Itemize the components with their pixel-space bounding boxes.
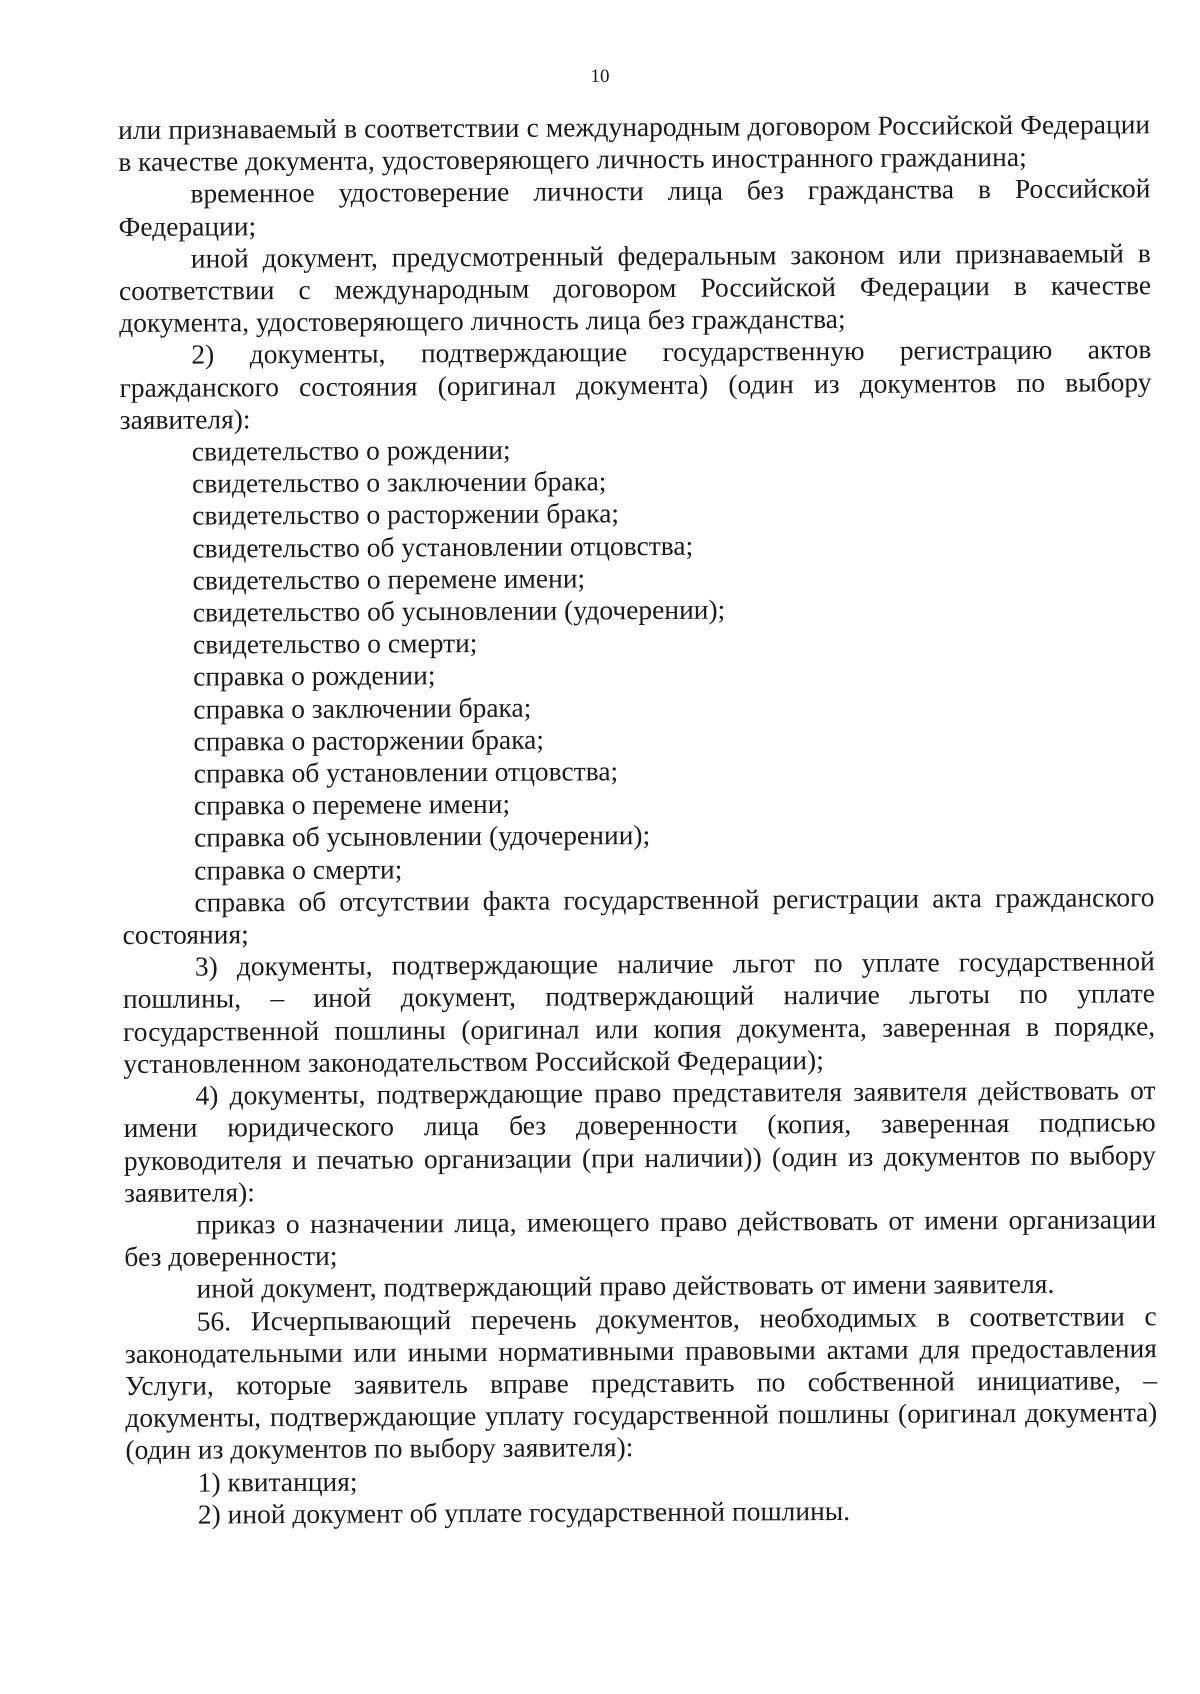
- list-item: 1) квитанция;: [197, 1465, 358, 1498]
- list-item: справка об усыновлении (удочерении);: [193, 819, 651, 854]
- list-item: свидетельство о рождении;: [191, 433, 511, 467]
- list-item: свидетельство об установлении отцовства;: [192, 529, 694, 564]
- list-item: справка о перемене имени;: [193, 788, 511, 821]
- list-item: справка о рождении;: [193, 659, 436, 693]
- list-item: свидетельство о расторжении брака;: [192, 497, 620, 532]
- list-item: свидетельство о смерти;: [192, 627, 478, 660]
- list-item: справка о смерти;: [194, 853, 403, 886]
- list-item: свидетельство о перемене имени;: [192, 562, 586, 596]
- list-item: свидетельство об усыновлении (удочерении);: [192, 593, 726, 628]
- paragraph-foreign-citizen-id-continuation: или признаваемый в соответствии с международным договором Российской Федерации в качестве документа, удостоверяющего личность иностранного гражданина;: [118, 108, 1151, 178]
- paragraph-fee-exemption-documents: 3) документы, подтверждающие наличие льгот по уплате государственной пошлины, – иной документ, подтверждающий наличие льготы по уплате государственной пошлины (оригинал или копия документа, заверенная в порядке, установленном законодательством Российской Федерации);: [122, 945, 1156, 1079]
- paragraph-no-registration-certificate: справка об отсутствии факта государственной регистрации акта гражданского состояния;: [122, 881, 1155, 951]
- paragraph-representative-authority-documents: 4) документы, подтверждающие право представителя заявителя действовать от имени юридического лица без доверенности (копия, заверенная подписью руководителя и печатью организации (при наличии)) (один из документов по выбору заявителя):: [123, 1074, 1156, 1208]
- paragraph-other-authority-document: иной документ, подтверждающий право действовать от имени заявителя.: [196, 1268, 1055, 1304]
- paragraph-section-56: 56. Исчерпывающий перечень документов, необходимых в соответствии с законодательными или иными нормативными правовыми актами для предоставления Услуги, которые заявитель вправе представить по собственной инициативе, – документы, подтверждающие уплату государственной пошлины (оригинал документа) (один из документов по выбору заявителя):: [124, 1299, 1158, 1466]
- paragraph-temporary-id-stateless: временное удостоверение личности лица без гражданства в Российской Федерации;: [118, 172, 1151, 242]
- paragraph-civil-status-documents: 2) документы, подтверждающие государственную регистрацию актов гражданского состояния (оригинал документа) (один из документов по выбору заявителя):: [119, 333, 1152, 435]
- list-item: 2) иной документ об уплате государственной пошлины.: [197, 1494, 851, 1530]
- list-item: справка о расторжении брака;: [193, 723, 545, 757]
- paragraph-other-id-stateless: иной документ, предусмотренный федеральным законом или признаваемый в соответствии с международным договором Российской Федерации в качестве документа, удостоверяющего личность лица без гражданства;: [118, 237, 1152, 339]
- document-body: [118, 108, 1158, 1531]
- list-item: свидетельство о заключении брака;: [191, 465, 607, 499]
- page-number: 10: [590, 66, 610, 87]
- paragraph-appointment-order: приказ о назначении лица, имеющего право действовать от имени организации без доверенности;: [124, 1203, 1157, 1273]
- list-item: справка о заключении брака;: [193, 691, 532, 725]
- list-item: справка об установлении отцовства;: [193, 755, 619, 789]
